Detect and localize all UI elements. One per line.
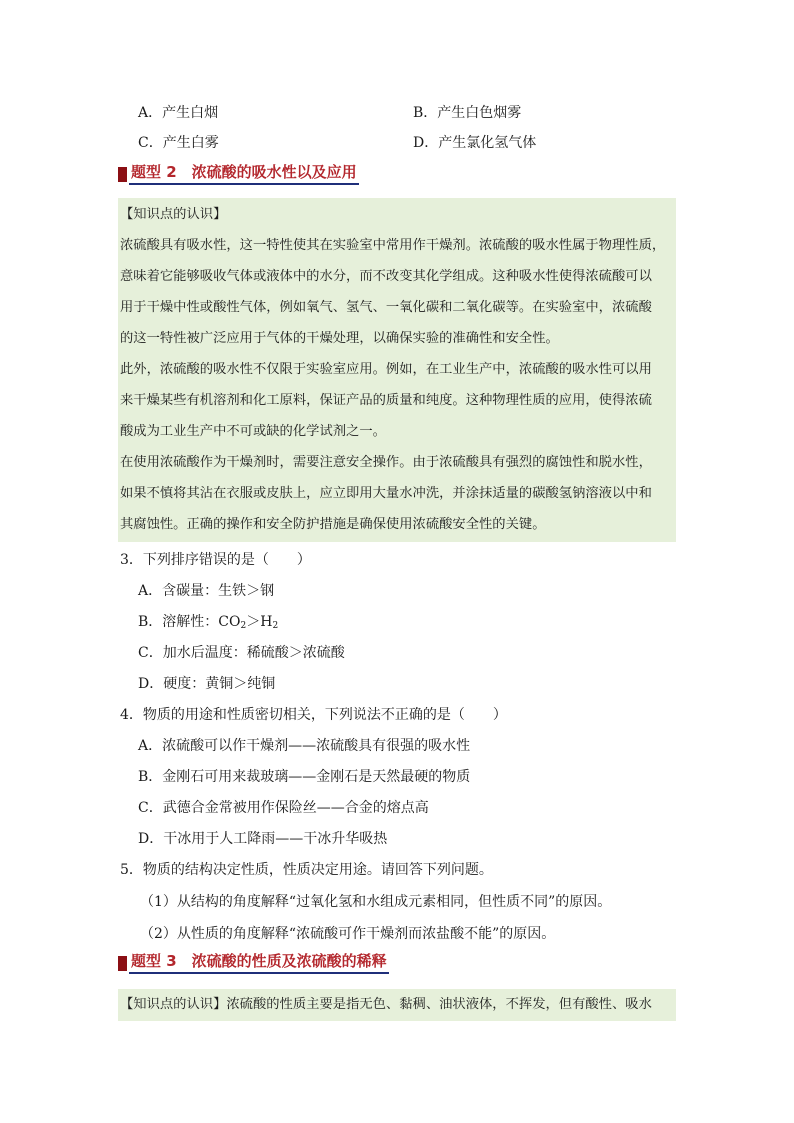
box-line: 的这一特性被广泛应用于气体的干燥处理，以确保实验的准确性和安全性。 bbox=[120, 331, 559, 346]
box-line: 酸成为工业生产中不可或缺的化学试剂之一。 bbox=[120, 424, 386, 439]
question-3-option-a: A．含碳量：生铁＞钢 bbox=[138, 583, 275, 599]
question-3-stem: 3．下列排序错误的是（ ） bbox=[120, 552, 311, 568]
box-line: 在使用浓硫酸作为干燥剂时，需要注意安全操作。由于浓硫酸具有强烈的腐蚀性和脱水性， bbox=[120, 455, 652, 470]
box-line: 【知识点的认识】浓硫酸的性质主要是指无色、黏稠、油状液体，不挥发，但有酸性、吸水 bbox=[120, 997, 652, 1012]
question-3-option-c: C．加水后温度：稀硫酸＞浓硫酸 bbox=[138, 645, 345, 661]
section-title-2: 题型 2 浓硫酸的吸水性以及应用 bbox=[129, 162, 359, 185]
question-4-option-a: A．浓硫酸可以作干燥剂——浓硫酸具有很强的吸水性 bbox=[138, 738, 471, 754]
box-line: 如果不慎将其沾在衣服或皮肤上，应立即用大量水冲洗，并涂抹适量的碳酸氢钠溶液以中和 bbox=[120, 486, 652, 501]
question-5-stem: 5．物质的结构决定性质，性质决定用途。请回答下列问题。 bbox=[120, 862, 493, 878]
option-b: B．产生白色烟雾 bbox=[413, 105, 522, 121]
question-5-part-2: （2）从性质的角度解释“浓硫酸可作干燥剂而浓盐酸不能”的原因。 bbox=[140, 926, 556, 942]
knowledge-box-3 bbox=[118, 989, 676, 1021]
box-line: 浓硫酸具有吸水性，这一特性使其在实验室中常用作干燥剂。浓硫酸的吸水性属于物理性质， bbox=[120, 238, 666, 253]
section-heading-2 bbox=[118, 161, 359, 185]
box-line: 来干燥某些有机溶剂和化工原料，保证产品的质量和纯度。这种物理性质的应用，使得浓硫 bbox=[120, 393, 652, 408]
question-4-option-d: D．干冰用于人工降雨——干冰升华吸热 bbox=[138, 831, 388, 847]
heading-marker-icon bbox=[118, 956, 127, 971]
section-heading-3 bbox=[118, 950, 389, 974]
option-c: C．产生白雾 bbox=[138, 135, 219, 151]
box-line: 此外，浓硫酸的吸水性不仅限于实验室应用。例如，在工业生产中，浓硫酸的吸水性可以用 bbox=[120, 362, 652, 377]
question-3-option-d: D．硬度：黄铜＞纯铜 bbox=[138, 676, 276, 692]
option-d: D．产生氯化氢气体 bbox=[413, 135, 537, 151]
option-a: A．产生白烟 bbox=[138, 105, 219, 121]
box-line: 用于干燥中性或酸性气体，例如氧气、氢气、一氧化碳和二氧化碳等。在实验室中，浓硫酸 bbox=[120, 300, 652, 315]
question-4-option-b: B．金刚石可用来裁玻璃——金刚石是天然最硬的物质 bbox=[138, 769, 471, 785]
question-3-option-b: B．溶解性：$CO_2>H_2$ bbox=[138, 614, 279, 631]
question-5-part-1: （1）从结构的角度解释“过氧化氢和水组成元素相同，但性质不同”的原因。 bbox=[140, 894, 612, 910]
box-line: 【知识点的认识】 bbox=[120, 207, 227, 222]
knowledge-box-2 bbox=[118, 198, 676, 542]
section-title-3: 题型 3 浓硫酸的性质及浓硫酸的稀释 bbox=[129, 951, 389, 974]
heading-marker-icon bbox=[118, 167, 127, 182]
box-line: 意味着它能够吸收气体或液体中的水分，而不改变其化学组成。这种吸水性使得浓硫酸可以 bbox=[120, 269, 652, 284]
question-4-stem: 4．物质的用途和性质密切相关，下列说法不正确的是（ ） bbox=[120, 707, 507, 723]
question-4-option-c: C．武德合金常被用作保险丝——合金的熔点高 bbox=[138, 800, 429, 816]
box-line: 其腐蚀性。正确的操作和安全防护措施是确保使用浓硫酸安全性的关键。 bbox=[120, 517, 546, 532]
